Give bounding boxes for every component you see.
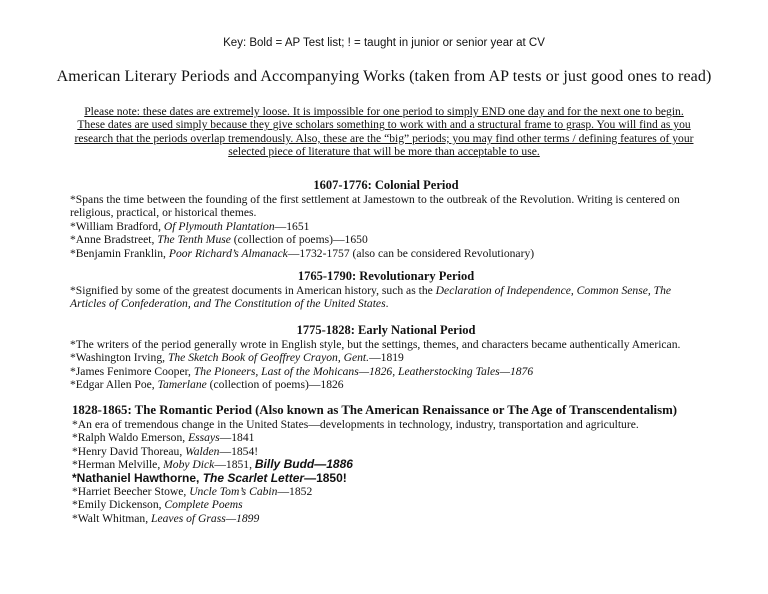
work-entry-ap <box>72 472 722 485</box>
work-author: *Nathaniel Hawthorne, <box>72 470 203 485</box>
work-author: *Emily Dickenson, <box>72 498 165 512</box>
description-text: . <box>385 297 389 311</box>
work-author: *Ralph Waldo Emerson, <box>72 431 189 445</box>
work-date: —1854! <box>219 444 259 458</box>
work-title: Leaves of Grass—1899 <box>151 511 260 525</box>
work-date: —1851, <box>214 458 255 472</box>
section-heading: 1765-1790: Revolutionary Period <box>297 269 475 283</box>
work-entry <box>72 485 722 498</box>
section-heading: 1607-1776: Colonial Period <box>313 178 459 192</box>
work-entry <box>72 458 722 471</box>
work-author: *Harriet Beecher Stowe, <box>72 485 190 499</box>
section-description <box>70 297 702 310</box>
section-description: *An era of tremendous change in the United States—developments in technology, industry, transportation and agriculture. <box>72 418 639 431</box>
disclaimer-note <box>72 105 696 159</box>
document-titles: Articles of Confederation, and The Constitution of the United States <box>70 297 386 311</box>
work-entry <box>70 233 702 246</box>
work-entry <box>70 351 702 364</box>
note-line: selected piece of literature that will be more than acceptable to use. <box>228 145 540 159</box>
work-title: Poor Richard’s Almanack <box>168 246 288 260</box>
section-romantic <box>72 403 722 525</box>
work-author: *Anne Bradstreet, <box>70 233 158 247</box>
section-heading: 1828-1865: The Romantic Period (Also known as The American Renaissance or The Age of Transcendentalism) <box>72 403 678 417</box>
work-entry <box>70 220 702 233</box>
key-legend: Key: Bold = AP Test list; ! = taught in junior or senior year at CV <box>223 37 545 49</box>
work-author: *Walt Whitman, <box>72 511 152 525</box>
note-line: research that the periods overlap tremendously. Also, these are the “big” periods; you may find other terms / defining features of your <box>74 131 694 145</box>
work-title: The Scarlet Letter <box>202 470 305 485</box>
work-entry <box>72 498 722 511</box>
section-heading: 1775-1828: Early National Period <box>296 323 476 337</box>
work-date: (collection of poems)—1826 <box>206 378 344 392</box>
work-title: Complete Poems <box>164 498 243 512</box>
work-title: Walden <box>185 444 220 458</box>
section-description: religious, practical, or historical themes. <box>70 206 257 220</box>
section-colonial <box>70 178 702 260</box>
work-date: —1841 <box>219 431 255 445</box>
work-date: —1732-1757 (also can be considered Revolutionary) <box>287 246 535 260</box>
work-entry <box>70 365 702 378</box>
work-title: Moby Dick <box>163 458 215 472</box>
work-title: Essays <box>188 431 220 445</box>
work-author: *Henry David Thoreau, <box>72 444 186 458</box>
note-line: These dates are used simply because they give scholars something to work with and a structural frame to grasp. You will find as you <box>77 118 691 132</box>
work-date: (collection of poems)—1650 <box>230 233 368 247</box>
note-line: Please note: these dates are extremely loose. It is impossible for one period to simply END one day and for the next one to begin. <box>84 105 684 118</box>
work-author: *Herman Melville, <box>72 458 164 472</box>
work-entry <box>72 445 722 458</box>
page-title: American Literary Periods and Accompanying Works (taken from AP tests or just good ones to read) <box>56 68 712 85</box>
work-author: *James Fenimore Cooper, <box>70 364 194 378</box>
work-title: Tamerlane <box>157 378 207 392</box>
work-title: The Tenth Muse <box>157 233 231 247</box>
section-description: *The writers of the period generally wrote in English style, but the settings, themes, and characters became authentically American. <box>70 338 681 351</box>
work-date: —1651 <box>274 219 310 233</box>
work-entry <box>70 247 702 260</box>
work-date: —1819 <box>369 351 404 365</box>
work-title: The Sketch Book of Geoffrey Crayon, Gent. <box>167 351 370 365</box>
section-early-national <box>70 323 702 392</box>
work-date: —1852 <box>277 485 313 499</box>
work-author: *William Bradford, <box>70 219 164 233</box>
work-entry <box>72 431 722 444</box>
section-description <box>70 284 702 297</box>
work-author: *Edgar Allen Poe, <box>70 378 158 392</box>
section-description: *Spans the time between the founding of the first settlement at Jamestown to the outbreak of the Revolution. Writing is centered on <box>70 193 680 206</box>
section-revolutionary <box>70 269 702 311</box>
work-author: *Benjamin Franklin, <box>70 246 169 260</box>
work-title: The Pioneers, Last of the Mohicans—1826, Leatherstocking Tales—1876 <box>193 364 534 378</box>
work-title: Uncle Tom’s Cabin <box>189 485 278 499</box>
work-date: —1850! <box>304 470 347 485</box>
work-entry <box>70 378 702 391</box>
work-entry <box>72 512 722 525</box>
document-titles: Declaration of Independence, Common Sense, The <box>435 284 672 297</box>
work-title: Of Plymouth Plantation <box>163 219 275 233</box>
work-author: *Washington Irving, <box>70 351 168 365</box>
description-text: *Signified by some of the greatest documents in American history, such as the <box>70 284 436 297</box>
work-title-ap: Billy Budd—1886 <box>254 457 353 472</box>
